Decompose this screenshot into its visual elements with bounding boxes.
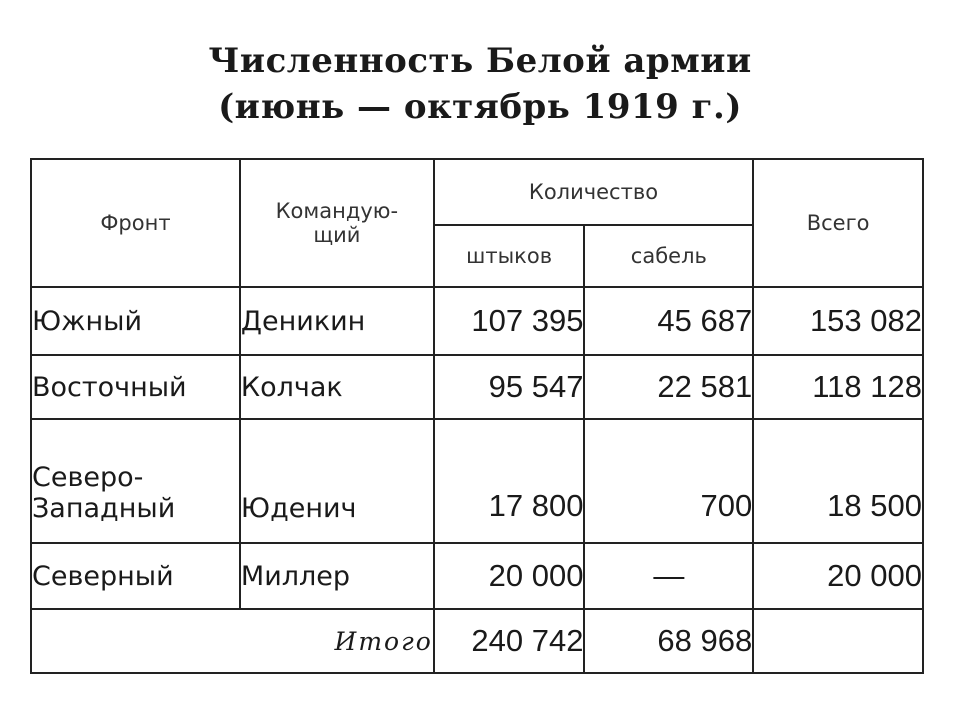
army-strength-table bbox=[30, 158, 924, 674]
cell-front: Восточный bbox=[31, 355, 240, 419]
header-commander-line-2: щий bbox=[313, 223, 361, 247]
header-bayonets: штыков bbox=[434, 225, 585, 287]
cell-sabers: 45 687 bbox=[584, 287, 753, 355]
cell-front bbox=[31, 419, 240, 543]
table-row bbox=[31, 355, 923, 419]
cell-bayonets: 107 395 bbox=[434, 287, 585, 355]
summary-row bbox=[31, 609, 923, 673]
cell-total: 20 000 bbox=[753, 543, 923, 609]
cell-commander: Миллер bbox=[240, 543, 434, 609]
cell-sabers: 22 581 bbox=[584, 355, 753, 419]
header-quantity: Количество bbox=[434, 159, 753, 225]
cell-total: 153 082 bbox=[753, 287, 923, 355]
cell-front: Южный bbox=[31, 287, 240, 355]
cell-bayonets: 20 000 bbox=[434, 543, 585, 609]
cell-front: Северный bbox=[31, 543, 240, 609]
summary-sabers: 68 968 bbox=[584, 609, 753, 673]
cell-total: 118 128 bbox=[753, 355, 923, 419]
header-commander-line-1: Командую- bbox=[275, 199, 399, 223]
header-total: Всего bbox=[753, 159, 923, 287]
header-commander bbox=[240, 159, 434, 287]
summary-bayonets: 240 742 bbox=[434, 609, 585, 673]
header-row-1 bbox=[31, 159, 923, 225]
header-front: Фронт bbox=[31, 159, 240, 287]
page-title bbox=[0, 38, 960, 130]
cell-bayonets: 95 547 bbox=[434, 355, 585, 419]
summary-label: Итого bbox=[31, 609, 434, 673]
header-sabers: сабель bbox=[584, 225, 753, 287]
table-row bbox=[31, 419, 923, 543]
cell-sabers: — bbox=[584, 543, 753, 609]
table-row bbox=[31, 543, 923, 609]
cell-front-line-2: Западный bbox=[32, 493, 176, 524]
cell-front-line-1: Северо- bbox=[32, 462, 144, 493]
summary-total bbox=[753, 609, 923, 673]
cell-sabers: 700 bbox=[584, 419, 753, 543]
cell-commander: Юденич bbox=[240, 419, 434, 543]
table-row bbox=[31, 287, 923, 355]
cell-commander: Деникин bbox=[240, 287, 434, 355]
cell-bayonets: 17 800 bbox=[434, 419, 585, 543]
title-line-1: Численность Белой армии bbox=[208, 41, 752, 81]
cell-commander: Колчак bbox=[240, 355, 434, 419]
cell-total: 18 500 bbox=[753, 419, 923, 543]
title-line-2: (июнь — октябрь 1919 г.) bbox=[218, 87, 742, 127]
